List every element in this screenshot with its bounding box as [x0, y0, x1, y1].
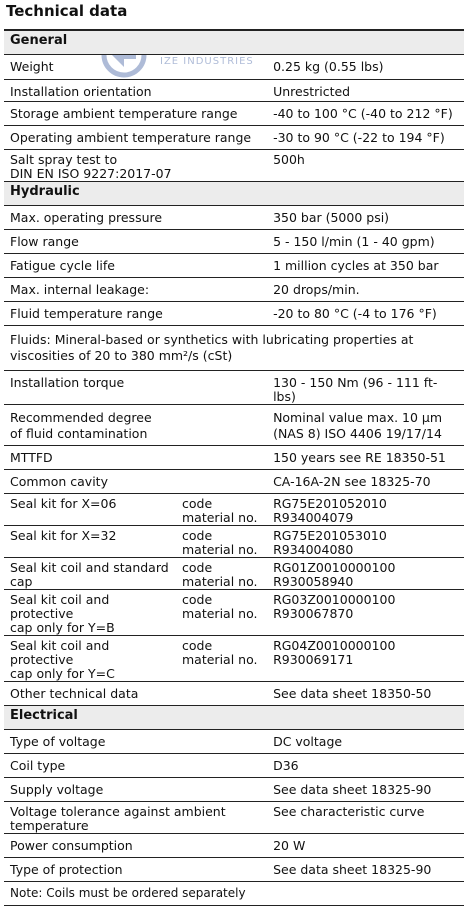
- seal-kit-value: RG75E201052010: [273, 495, 387, 511]
- row-value: D36: [267, 753, 464, 777]
- row-label: Other technical data: [4, 681, 267, 705]
- fluids-row: [4, 325, 464, 370]
- seal-kit-row: [4, 557, 464, 589]
- fluids-line: Fluids: Mineral-based or synthetics with lubricating properties at: [10, 331, 414, 347]
- row-value: See data sheet 18350-50: [267, 681, 464, 705]
- section-header-general: [4, 31, 464, 54]
- row-label-line: DIN EN ISO 9227:2017-07: [10, 165, 172, 181]
- row-label: Weight: [4, 54, 267, 79]
- table-row: [4, 833, 464, 857]
- table-row: [4, 404, 464, 445]
- row-label: Installation torque: [4, 370, 267, 404]
- row-label: Fluid temperature range: [4, 301, 267, 325]
- row-label: Coil type: [4, 753, 267, 777]
- row-label-line: Recommended degree: [10, 409, 152, 425]
- seal-kit-row: [4, 589, 464, 635]
- row-label: Storage ambient temperature range: [4, 101, 267, 125]
- row-value: See data sheet 18325-90: [267, 777, 464, 801]
- row-label: Power consumption: [4, 833, 267, 857]
- seal-kit-label-line: Seal kit coil and protective: [10, 637, 110, 667]
- table-row: [4, 777, 464, 801]
- row-value: 5 - 150 l/min (1 - 40 gpm): [267, 229, 464, 253]
- seal-kit-value: R930058940: [273, 573, 354, 589]
- section-header-electrical: [4, 705, 464, 729]
- row-label: Type of voltage: [4, 729, 267, 753]
- table-row: [4, 101, 464, 125]
- row-value-line: (NAS 8) ISO 4406 19/17/14: [273, 425, 442, 441]
- seal-kit-label: [4, 525, 176, 557]
- row-value: 20 drops/min.: [267, 277, 464, 301]
- row-value: 130 - 150 Nm (96 - 111 ft-lbs): [267, 370, 464, 404]
- row-label: [4, 149, 267, 181]
- seal-kit-value: R934004079: [273, 509, 354, 525]
- row-label-line: Salt spray test to: [10, 151, 118, 167]
- seal-kit-value: RG04Z0010000100: [273, 637, 396, 653]
- seal-kit-key: material no.: [182, 573, 258, 589]
- table-row: [4, 370, 464, 404]
- seal-kit-value: R934004080: [273, 541, 354, 557]
- row-label: Common cavity: [4, 469, 267, 493]
- table-row: [4, 445, 464, 469]
- row-value: 0.25 kg (0.55 lbs): [267, 54, 464, 79]
- row-value: [267, 404, 464, 445]
- seal-kit-label-line: cap: [10, 573, 33, 589]
- seal-kit-label-line: Seal kit coil and protective: [10, 591, 110, 621]
- table-row: [4, 469, 464, 493]
- seal-kit-values: [267, 557, 464, 589]
- row-label: Max. operating pressure: [4, 205, 267, 229]
- row-value: -30 to 90 °C (-22 to 194 °F): [267, 125, 464, 149]
- page-title: Technical data: [6, 2, 128, 20]
- seal-kit-label: [4, 635, 176, 681]
- seal-kit-label: [4, 557, 176, 589]
- table-row: [4, 681, 464, 705]
- seal-kit-label-line: Seal kit for X=06: [10, 495, 117, 511]
- section-title: Electrical: [4, 705, 464, 729]
- seal-kit-key: code: [182, 495, 213, 511]
- row-value: See characteristic curve: [267, 801, 464, 833]
- row-label: Supply voltage: [4, 777, 267, 801]
- seal-kit-key: material no.: [182, 605, 258, 621]
- table-row: [4, 54, 464, 79]
- seal-kit-keys: [176, 493, 267, 525]
- seal-kit-key: code: [182, 527, 213, 543]
- table-row: [4, 753, 464, 777]
- seal-kit-key: material no.: [182, 651, 258, 667]
- seal-kit-value: RG01Z0010000100: [273, 559, 396, 575]
- row-value: Unrestricted: [267, 79, 464, 101]
- seal-kit-values: [267, 493, 464, 525]
- seal-kit-keys: [176, 589, 267, 635]
- row-label: [4, 404, 267, 445]
- row-value: 150 years see RE 18350-51: [267, 445, 464, 469]
- table-row: [4, 301, 464, 325]
- seal-kit-label-line: cap only for Y=C: [10, 665, 115, 681]
- row-label: Type of protection: [4, 857, 267, 881]
- note-row: [4, 881, 464, 905]
- seal-kit-value: RG03Z0010000100: [273, 591, 396, 607]
- seal-kit-values: [267, 589, 464, 635]
- seal-kit-values: [267, 635, 464, 681]
- watermark-en-text: IZE INDUSTRIES: [160, 56, 254, 67]
- table-row: [4, 229, 464, 253]
- table-row: [4, 125, 464, 149]
- row-value: 350 bar (5000 psi): [267, 205, 464, 229]
- row-label-line: Voltage tolerance against ambient: [10, 803, 226, 819]
- seal-kit-key: code: [182, 591, 213, 607]
- seal-kit-label-line: Seal kit for X=32: [10, 527, 117, 543]
- row-label: MTTFD: [4, 445, 267, 469]
- seal-kit-key: code: [182, 637, 213, 653]
- row-value: DC voltage: [267, 729, 464, 753]
- fluids-line: viscosities of 20 to 380 mm²/s (cSt): [10, 347, 233, 363]
- note-text: Note: Coils must be ordered separately: [4, 881, 464, 905]
- seal-kit-value: R930069171: [273, 651, 354, 667]
- table-row: [4, 79, 464, 101]
- row-value: 500h: [267, 149, 464, 181]
- row-value: 20 W: [267, 833, 464, 857]
- row-label-line: temperature: [10, 817, 89, 833]
- row-label: [4, 801, 267, 833]
- row-label: Operating ambient temperature range: [4, 125, 267, 149]
- seal-kit-label-line: cap only for Y=B: [10, 619, 115, 635]
- table-row: [4, 205, 464, 229]
- technical-data-table: [4, 31, 464, 906]
- seal-kit-value: RG75E201053010: [273, 527, 387, 543]
- row-label: Fatigue cycle life: [4, 253, 267, 277]
- table-row: [4, 801, 464, 833]
- row-label: Max. internal leakage:: [4, 277, 267, 301]
- seal-kit-value: R930067870: [273, 605, 354, 621]
- table-row: [4, 857, 464, 881]
- seal-kit-key: material no.: [182, 541, 258, 557]
- row-label: Flow range: [4, 229, 267, 253]
- row-value: 1 million cycles at 350 bar: [267, 253, 464, 277]
- table-row: [4, 729, 464, 753]
- row-value: See data sheet 18325-90: [267, 857, 464, 881]
- row-value-line: Nominal value max. 10 µm: [273, 409, 443, 425]
- seal-kit-row: [4, 525, 464, 557]
- table-row: [4, 149, 464, 181]
- seal-kit-keys: [176, 525, 267, 557]
- section-header-hydraulic: [4, 181, 464, 205]
- seal-kit-label-line: Seal kit coil and standard: [10, 559, 169, 575]
- seal-kit-key: material no.: [182, 509, 258, 525]
- section-title: Hydraulic: [4, 181, 464, 205]
- seal-kit-values: [267, 525, 464, 557]
- seal-kit-key: code: [182, 559, 213, 575]
- table-row: [4, 253, 464, 277]
- seal-kit-label: [4, 493, 176, 525]
- seal-kit-keys: [176, 557, 267, 589]
- seal-kit-row: [4, 635, 464, 681]
- row-value: -20 to 80 °C (-4 to 176 °F): [267, 301, 464, 325]
- seal-kit-row: [4, 493, 464, 525]
- table-row: [4, 277, 464, 301]
- seal-kit-keys: [176, 635, 267, 681]
- row-value: -40 to 100 °C (-40 to 212 °F): [267, 101, 464, 125]
- row-label-line: of fluid contamination: [10, 425, 148, 441]
- section-title: General: [4, 31, 464, 54]
- row-value: CA-16A-2N see 18325-70: [267, 469, 464, 493]
- row-label: Installation orientation: [4, 79, 267, 101]
- fluids-note: [4, 325, 464, 370]
- seal-kit-label: [4, 589, 176, 635]
